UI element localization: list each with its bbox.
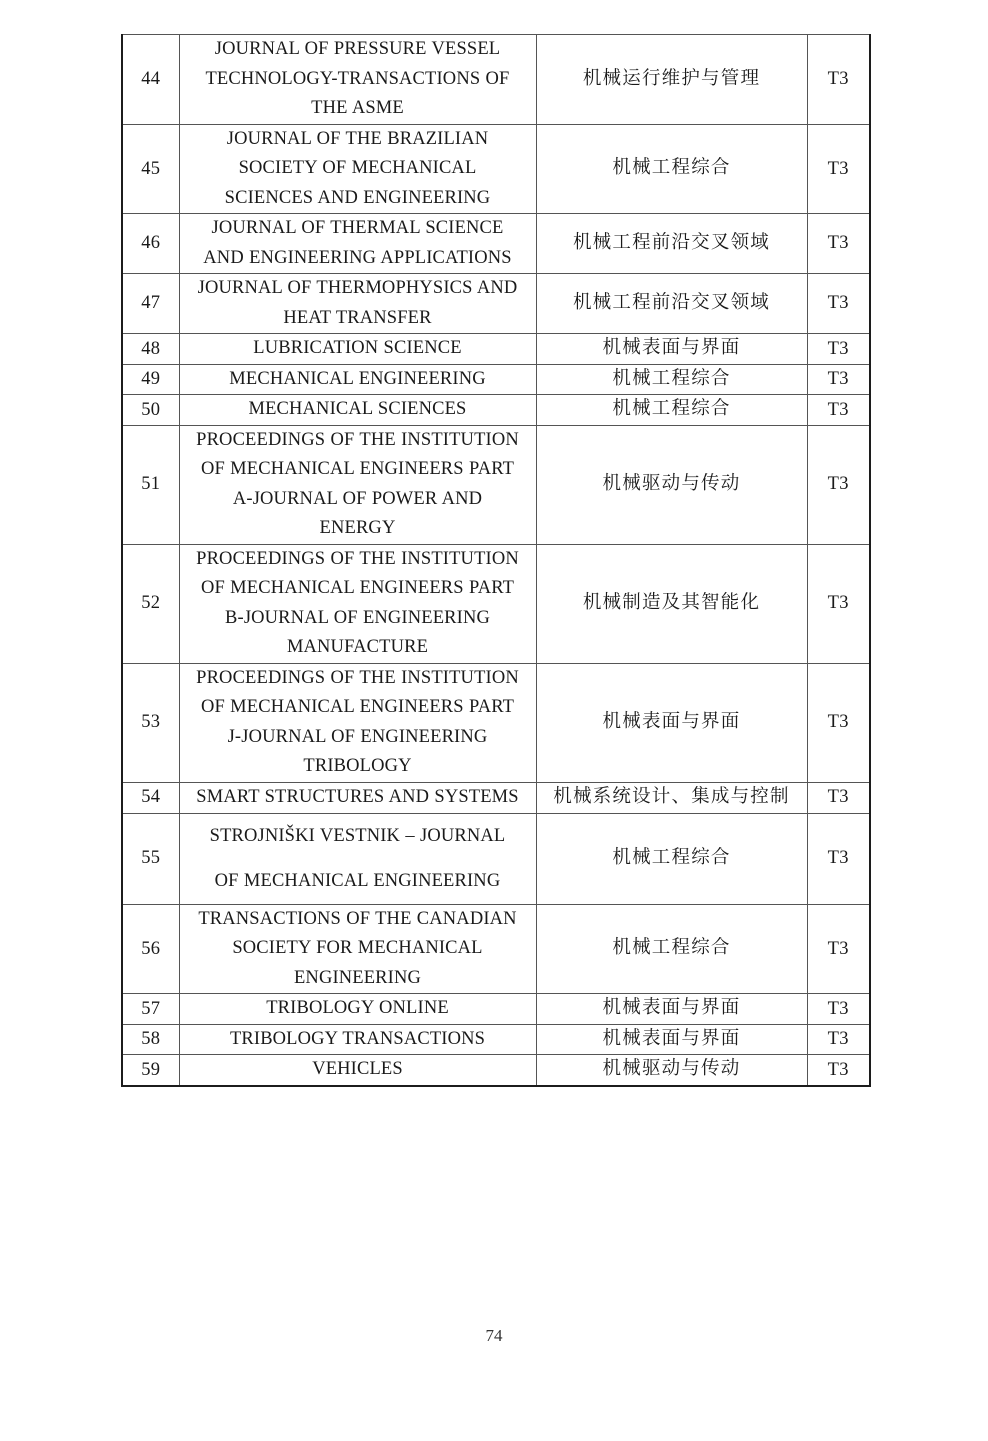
table-row [122,782,870,813]
row-index-cell: 59 [122,1055,179,1086]
journal-name-cell [179,813,536,904]
journal-name-line: AND ENGINEERING APPLICATIONS [203,247,512,268]
table-row [122,663,870,782]
journal-name-cell [179,1055,536,1086]
journal-name-line: OF MECHANICAL ENGINEERS PART [200,459,515,479]
table-row [122,35,870,125]
table-row [122,334,870,365]
page-number: 74 [485,1326,503,1345]
table-row [122,994,870,1025]
discipline-cell: 机械表面与界面 [536,994,807,1025]
discipline-cell: 机械工程综合 [536,813,807,904]
table-row [122,904,870,994]
row-index-cell: 58 [122,1024,179,1055]
journal-list-table [121,34,871,1087]
tier-cell: T3 [807,663,870,782]
journal-name-line: JOURNAL OF THERMOPHYSICS AND [197,278,518,298]
discipline-cell: 机械工程综合 [536,395,807,426]
journal-name-line: JOURNAL OF PRESSURE VESSEL [214,39,501,59]
table-row [122,124,870,214]
discipline-cell: 机械驱动与传动 [536,425,807,544]
discipline-cell: 机械表面与界面 [536,663,807,782]
row-index-cell: 57 [122,994,179,1025]
journal-name-line: MECHANICAL ENGINEERING [229,368,486,389]
journal-name-line: B-JOURNAL OF ENGINEERING [225,607,490,628]
journal-name-line: SMART STRUCTURES AND SYSTEMS [196,786,519,807]
discipline-cell: 机械表面与界面 [536,334,807,365]
journal-name-cell [179,904,536,994]
row-index-cell: 45 [122,124,179,214]
journal-name-line: TRANSACTIONS OF THE CANADIAN [198,908,517,929]
journal-name-line: OF MECHANICAL ENGINEERING [214,870,501,891]
tier-cell: T3 [807,364,870,395]
tier-cell: T3 [807,35,870,125]
journal-name-cell [179,124,536,214]
discipline-cell: 机械系统设计、集成与控制 [536,782,807,813]
table-row [122,813,870,904]
journal-name-line: J-JOURNAL OF ENGINEERING [227,726,488,747]
journal-name-line: TRIBOLOGY ONLINE [266,998,449,1018]
journal-name-line: ENGINEERING [293,967,421,988]
row-index-cell: 54 [122,782,179,813]
row-index-cell: 49 [122,364,179,395]
discipline-cell: 机械工程综合 [536,124,807,214]
journal-name-line: THE ASME [311,98,404,118]
discipline-cell: 机械驱动与传动 [536,1055,807,1086]
tier-cell: T3 [807,124,870,214]
table-row [122,425,870,544]
row-index-cell: 50 [122,395,179,426]
journal-name-line: HEAT TRANSFER [283,307,432,328]
tier-cell: T3 [807,274,870,334]
journal-name-line: A-JOURNAL OF POWER AND [232,488,483,509]
journal-name-cell [179,274,536,334]
journal-name-line: LUBRICATION SCIENCE [253,338,462,358]
journal-name-cell [179,214,536,274]
journal-name-line: TRIBOLOGY [303,756,412,776]
journal-name-cell [179,1024,536,1055]
tier-cell: T3 [807,214,870,274]
table-row [122,395,870,426]
table-row [122,274,870,334]
journal-name-line: JOURNAL OF THE BRAZILIAN [226,128,489,149]
journal-name-cell [179,334,536,365]
table-row [122,544,870,663]
discipline-cell: 机械工程前沿交叉领域 [536,274,807,334]
journal-name-line: PROCEEDINGS OF THE INSTITUTION [196,548,519,569]
row-index-cell: 46 [122,214,179,274]
journal-name-line: MANUFACTURE [286,637,429,657]
journal-name-line: MECHANICAL SCIENCES [248,399,467,419]
row-index-cell: 55 [122,813,179,904]
journal-name-line: STROJNIŠKI VESTNIK – JOURNAL [209,825,506,846]
journal-name-line: SOCIETY FOR MECHANICAL [232,938,483,958]
tier-cell: T3 [807,1055,870,1086]
table-row [122,1055,870,1086]
journal-name-line: OF MECHANICAL ENGINEERS PART [200,578,515,598]
journal-name-line: OF MECHANICAL ENGINEERS PART [200,697,515,717]
discipline-cell: 机械表面与界面 [536,1024,807,1055]
journal-name-line: VEHICLES [312,1059,403,1079]
journal-name-cell [179,782,536,813]
journal-name-line: ENERGY [319,518,396,538]
table-row [122,214,870,274]
journal-name-cell [179,994,536,1025]
tier-cell: T3 [807,425,870,544]
discipline-cell: 机械工程前沿交叉领域 [536,214,807,274]
journal-name-line: SCIENCES AND ENGINEERING [224,187,491,208]
journal-name-cell [179,663,536,782]
journal-name-line: SOCIETY OF MECHANICAL [238,158,477,178]
row-index-cell: 53 [122,663,179,782]
discipline-cell: 机械工程综合 [536,904,807,994]
journal-table-body [122,35,870,1086]
journal-name-cell [179,35,536,125]
row-index-cell: 44 [122,35,179,125]
discipline-cell: 机械运行维护与管理 [536,35,807,125]
journal-name-cell [179,364,536,395]
tier-cell: T3 [807,1024,870,1055]
journal-name-cell [179,425,536,544]
journal-name-line: PROCEEDINGS OF THE INSTITUTION [196,667,519,688]
journal-name-line: JOURNAL OF THERMAL SCIENCE [211,218,504,238]
discipline-cell: 机械制造及其智能化 [536,544,807,663]
tier-cell: T3 [807,395,870,426]
tier-cell: T3 [807,334,870,365]
row-index-cell: 47 [122,274,179,334]
tier-cell: T3 [807,994,870,1025]
row-index-cell: 51 [122,425,179,544]
row-index-cell: 48 [122,334,179,365]
row-index-cell: 56 [122,904,179,994]
journal-name-line: PROCEEDINGS OF THE INSTITUTION [196,429,519,450]
tier-cell: T3 [807,782,870,813]
tier-cell: T3 [807,544,870,663]
discipline-cell: 机械工程综合 [536,364,807,395]
journal-name-cell [179,544,536,663]
tier-cell: T3 [807,904,870,994]
row-index-cell: 52 [122,544,179,663]
journal-name-line: TECHNOLOGY-TRANSACTIONS OF [205,68,510,89]
table-row [122,364,870,395]
table-row [122,1024,870,1055]
tier-cell: T3 [807,813,870,904]
journal-name-cell [179,395,536,426]
journal-name-line: TRIBOLOGY TRANSACTIONS [229,1028,486,1049]
